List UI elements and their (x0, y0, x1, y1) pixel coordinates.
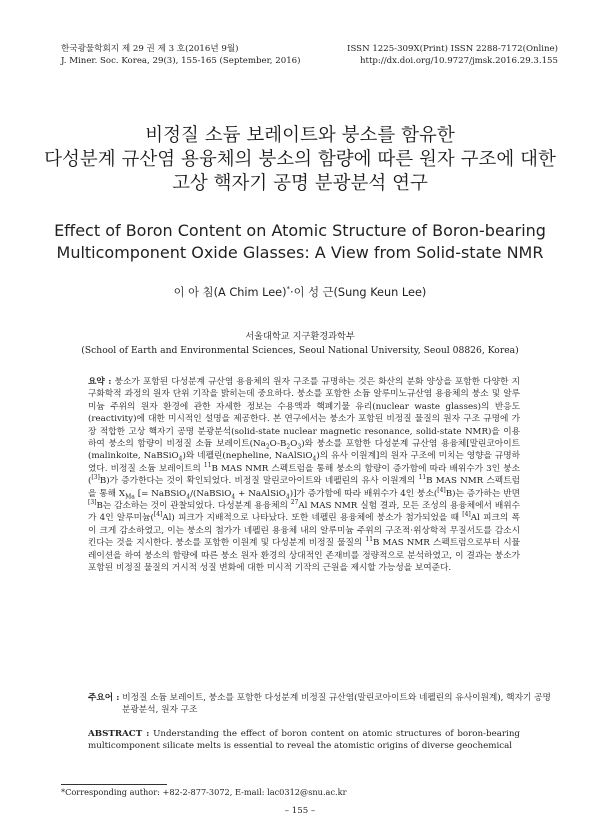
footnote-divider (61, 784, 167, 785)
journal-citation: J. Miner. Soc. Korea, 29(3), 155-165 (September, 2016) (61, 56, 301, 66)
title-ko-line: 다성분계 규산염 용융체의 붕소의 함량에 따른 원자 구조에 대한 (44, 149, 556, 170)
title-ko-line: 비정질 소듐 보레이트와 붕소를 함유한 (145, 125, 455, 146)
title-korean (40, 124, 560, 196)
title-en-line: Effect of Boron Content on Atomic Structure of Boron-bearing (54, 221, 546, 240)
corresponding-mark: * (286, 285, 291, 294)
doi-link[interactable]: http://dx.doi.org/10.9727/jmsk.2016.29.3.155 (359, 56, 558, 66)
affiliation (40, 330, 560, 358)
abstract-en-label: ABSTRACT : (88, 729, 150, 739)
title-english (40, 220, 560, 264)
journal-header-right (347, 43, 558, 67)
journal-name-ko: 한국광물학회지 제 29 권 제 3 호(2016년 9월) (61, 44, 239, 54)
author-name: 이 아 침(A Chim Lee) (173, 286, 287, 299)
issn-line: ISSN 1225-309X(Print) ISSN 2288-7172(Online) (347, 44, 558, 54)
abstract-english (88, 728, 520, 753)
abstract-korean: 요약 : 붕소가 포함된 다성분계 규산염 용융체의 원자 구조를 규명하는 것은 화산의 분화 양상을 포함한 다양한 지구화학적 과정의 원자 단위 기작을 밝히는데 중요하다. 붕소를 포함한 소듐 알루미노규산염 용융체의 붕소 및 알루미늄 주위의 원자 환경에 관한 자세한 정보는 수용액과 핵폐기물 유리(nuclear waste glasses)의 반응도(reactivity)에 대한 미시적인 설명을 제공한다. 본 연구에서는 붕소가 포함된 비정질 물질의 원자 구조 규명에 가장 적합한 고상 핵자기 공명 분광분석(solid-state nuclear magnetic resonance, solid-state NMR)을 이용하여 붕소의 함량이 비정질 소듐 보레이트$(Na_2O-B_2O_3)$와 붕소를 포함한 다성분계 규산염 용융체[말린코아이트(malinkoite, NaBSiO$_4$)와 네펠린(nepheline, NaAlSiO$_4$)의 유사 이원계]의 원자 구조에 미치는 영향을 규명하였다. 비정질 소듐 보레이트의 $^{11}$B MAS NMR 스펙트럼을 통해 붕소의 함량이 증가함에 따라 배위수가 3인 붕소([3]B)가 증가한다는 것이 확인되었다. 비정질 말린코아이트와 네펠린의 유사 이원계의 $^{11}$B MAS NMR 스펙트럼을 통해 $X_{Ma}$ [= NaBSiO$_4$/(NaBSiO$_4$ + NaAlSiO$_4$)]가 증가함에 따라 배위수가 4인 붕소([4]B)는 증가하는 반면 [3]B는 감소하는 것이 관찰되었다. 다성분계 용융체의 $^{27}$Al MAS NMR 실험 결과, 모든 조성의 용융체에서 배위수가 4인 알루미늄([4]Al) 피크가 지배적으로 나타났다. 또한 네펠린 용융체에 붕소가 첨가되었을 때 [4]Al 피크의 폭이 크게 감소하였고, 이는 붕소의 첨가가 네펠린 용융체 내의 알루미늄 주위의 구조적·위상학적 무질서도를 감소시킨다는 것을 지시한다. 붕소를 포함한 이원계 및 다성분계 비정질 물질의 $^{11}$B MAS NMR 스펙트럼으로부터 시뮬레이션을 하여 붕소의 함량에 따른 붕소 원자 환경의 상대적인 존재비를 정량적으로 분석하였고, 이 결과는 붕소가 포함된 비정질 물질의 거시적 성질 변화에 대한 미시적 기작의 근원을 제시할 가능성을 보여준다. (88, 377, 521, 574)
author-separator: · (290, 286, 294, 299)
abstract-en-text: Understanding the effect of boron content on atomic structures of boron-bearing multicomponent silicate melts is essential to reveal the atomistic origins of diverse geochemical (88, 729, 520, 752)
affiliation-en: (School of Earth and Environmental Sciences, Seoul National University, Seoul 08826, Korea) (81, 345, 519, 356)
author-list (40, 284, 560, 300)
journal-header-left (61, 43, 300, 67)
title-en-line: Multicomponent Oxide Glasses: A View from Solid-state NMR (56, 243, 544, 262)
corresponding-author-footnote: *Corresponding author: +82-2-877-3072, E-mail: lac0312@snu.ac.kr (61, 787, 347, 797)
affiliation-ko: 서울대학교 지구환경과학부 (245, 331, 355, 342)
keywords-text: 비정질 소듐 보레이트, 붕소를 포함한 다성분계 비정질 규산염(말린코아이트와 네펠린의 유사이원계), 핵자기 공명 분광분석, 원자 구조 (122, 693, 551, 716)
title-ko-line: 고상 핵자기 공명 분광분석 연구 (172, 173, 428, 194)
page-number: – 155 – (284, 806, 316, 816)
keywords-label: 주요어 : (88, 693, 120, 703)
author-name: 이 성 근(Sung Keun Lee) (293, 286, 427, 299)
keywords-korean (88, 692, 554, 717)
abstract-ko-label: 요약 : (88, 377, 112, 387)
